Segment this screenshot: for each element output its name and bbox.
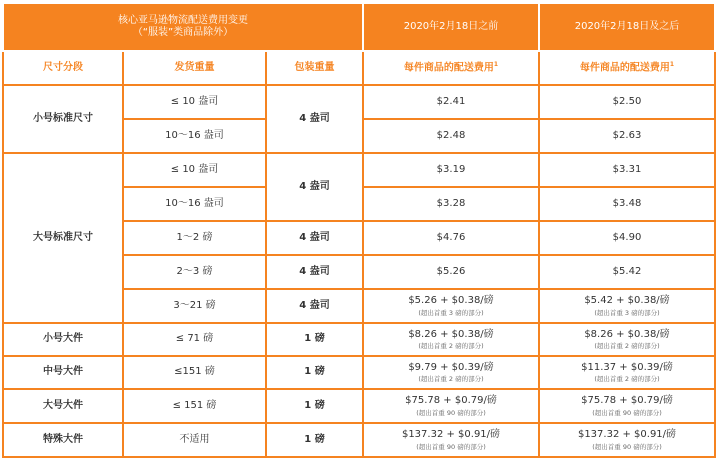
ship-weight-cell: 不适用 [123,423,266,457]
fee-after-cell [539,289,715,323]
fee-after-label: 每件商品的配送费用 [579,62,670,74]
fee-after-cell [539,356,715,389]
ship-weight-cell: ≤ 71 磅 [123,323,266,356]
fee-formula: $11.37 + $0.39/磅 [581,361,673,373]
ship-weight-cell: 1～2 磅 [123,221,266,255]
table-row [3,423,715,457]
fee-before-cell: $5.26 [363,255,539,289]
fee-table [2,2,716,458]
fee-after-cell: $5.42 [539,255,715,289]
fee-before-cell [363,389,539,423]
fee-note: (超出首重 90 磅的部分) [592,442,662,451]
size-tier-cell: 小号大件 [3,323,123,356]
size-tier-header: 尺寸分段 [3,51,123,85]
pkg-weight-cell: 1 磅 [266,356,363,389]
table-row [3,389,715,423]
fee-formula: $8.26 + $0.38/磅 [584,328,670,340]
fee-note: (超出首重 2 磅的部分) [418,342,484,351]
fee-note: (超出首重 2 磅的部分) [594,375,660,384]
pkg-weight-cell: 4 盎司 [266,255,363,289]
fee-note: (超出首重 90 磅的部分) [416,408,486,417]
table-title [3,3,363,51]
ship-weight-cell: ≤151 磅 [123,356,266,389]
pkg-weight-cell: 1 磅 [266,389,363,423]
fee-before-cell: $3.28 [363,187,539,221]
table-title-line1: 核心亚马逊物流配送费用变更 [118,14,248,26]
pkg-weight-cell: 1 磅 [266,323,363,356]
fee-formula: $5.26 + $0.38/磅 [408,295,494,307]
ship-weight-cell: 10～16 盎司 [123,187,266,221]
fee-after-cell: $2.50 [539,85,715,119]
fee-formula: $8.26 + $0.38/磅 [408,328,494,340]
fee-before-cell [363,356,539,389]
size-tier-cell: 特殊大件 [3,423,123,457]
fee-after-cell [539,423,715,457]
ship-weight-cell: 2～3 磅 [123,255,266,289]
fee-formula: $137.32 + $0.91/磅 [577,429,677,441]
fee-note: (超出首重 90 磅的部分) [416,442,486,451]
ship-weight-cell: ≤ 10 盎司 [123,85,266,119]
fee-after-cell: $3.31 [539,153,715,187]
ship-weight-cell: 10～16 盎司 [123,119,266,153]
fee-after-cell [539,389,715,423]
ship-weight-cell: ≤ 151 磅 [123,389,266,423]
fee-note: (超出首重 2 磅的部分) [418,375,484,384]
pkg-weight-cell: 1 磅 [266,423,363,457]
table-row [3,356,715,389]
fee-before-cell: $4.76 [363,221,539,255]
fee-after-cell: $3.48 [539,187,715,221]
fee-before-label: 每件商品的配送费用 [403,62,494,74]
fee-after-cell: $2.63 [539,119,715,153]
fee-after-header [539,51,715,85]
table-row [3,153,715,187]
fee-formula: $5.42 + $0.38/磅 [584,295,670,307]
pkg-weight-cell: 4 盎司 [266,221,363,255]
after-date-header: 2020年2月18日及之后 [539,3,715,51]
fee-before-cell [363,323,539,356]
footnote-marker: 1 [669,61,675,69]
size-tier-cell: 大号大件 [3,389,123,423]
table-row [3,85,715,119]
fee-before-cell: $2.41 [363,85,539,119]
fee-note: (超出首重 90 磅的部分) [592,408,662,417]
size-tier-cell: 中号大件 [3,356,123,389]
size-tier-cell: 小号标准尺寸 [3,85,123,153]
table-title-line2: （“服装”类商品除外） [132,27,234,38]
size-tier-cell: 大号标准尺寸 [3,153,123,323]
fee-after-cell: $4.90 [539,221,715,255]
fee-formula: $75.78 + $0.79/磅 [581,395,673,407]
fee-before-cell: $2.48 [363,119,539,153]
fee-formula: $9.79 + $0.39/磅 [408,361,494,373]
footnote-marker: 1 [493,61,499,69]
header-row [3,3,715,51]
ship-weight-cell: 3～21 磅 [123,289,266,323]
fee-before-header [363,51,539,85]
fee-before-cell [363,423,539,457]
pkg-weight-cell: 4 盎司 [266,289,363,323]
ship-weight-cell: ≤ 10 盎司 [123,153,266,187]
fee-formula: $137.32 + $0.91/磅 [401,429,501,441]
before-date-header: 2020年2月18日之前 [363,3,539,51]
fee-note: (超出首重 2 磅的部分) [594,342,660,351]
fee-after-cell [539,323,715,356]
fee-before-cell [363,289,539,323]
column-header-row [3,51,715,85]
fee-formula: $75.78 + $0.79/磅 [405,395,497,407]
ship-weight-header: 发货重量 [123,51,266,85]
pkg-weight-cell: 4 盎司 [266,153,363,221]
table-row [3,323,715,356]
fee-before-cell: $3.19 [363,153,539,187]
pkg-weight-header: 包装重量 [266,51,363,85]
fee-note: (超出首重 3 磅的部分) [418,308,484,317]
pkg-weight-cell: 4 盎司 [266,85,363,153]
fee-note: (超出首重 3 磅的部分) [594,308,660,317]
